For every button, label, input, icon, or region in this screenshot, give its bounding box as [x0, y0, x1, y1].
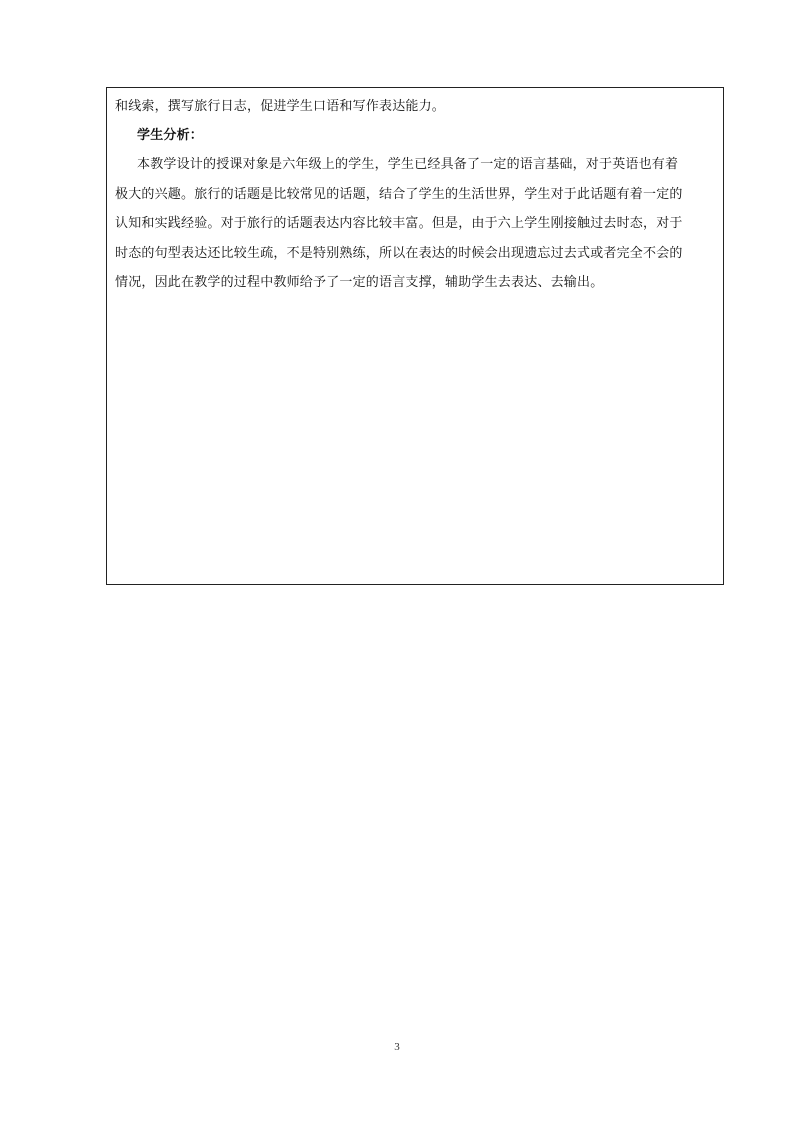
content-frame: [106, 87, 724, 585]
paragraph-line: 认知和实践经验。对于旅行的话题表达内容比较丰富。但是，由于六上学生刚接触过去时态，对于: [115, 216, 683, 231]
paragraph-line: 时态的句型表达还比较生疏，不是特别熟练，所以在表达的时候会出现遗忘过去式或者完全不会的: [115, 246, 683, 261]
paragraph-line: 本教学设计的授课对象是六年级上的学生，学生已经具备了一定的语言基础，对于英语也有着: [137, 157, 679, 172]
section-heading: 学生分析：: [137, 128, 204, 143]
paragraph-line: 情况，因此在教学的过程中教师给予了一定的语言支撑，辅助学生去表达、去输出。: [115, 275, 604, 290]
paragraph-line: 极大的兴趣。旅行的话题是比较常见的话题，结合了学生的生活世界，学生对于此话题有着一定的: [115, 187, 683, 202]
page-number: 3: [394, 1041, 400, 1053]
paragraph-line: 和线索，撰写旅行日志，促进学生口语和写作表达能力。: [115, 99, 446, 114]
